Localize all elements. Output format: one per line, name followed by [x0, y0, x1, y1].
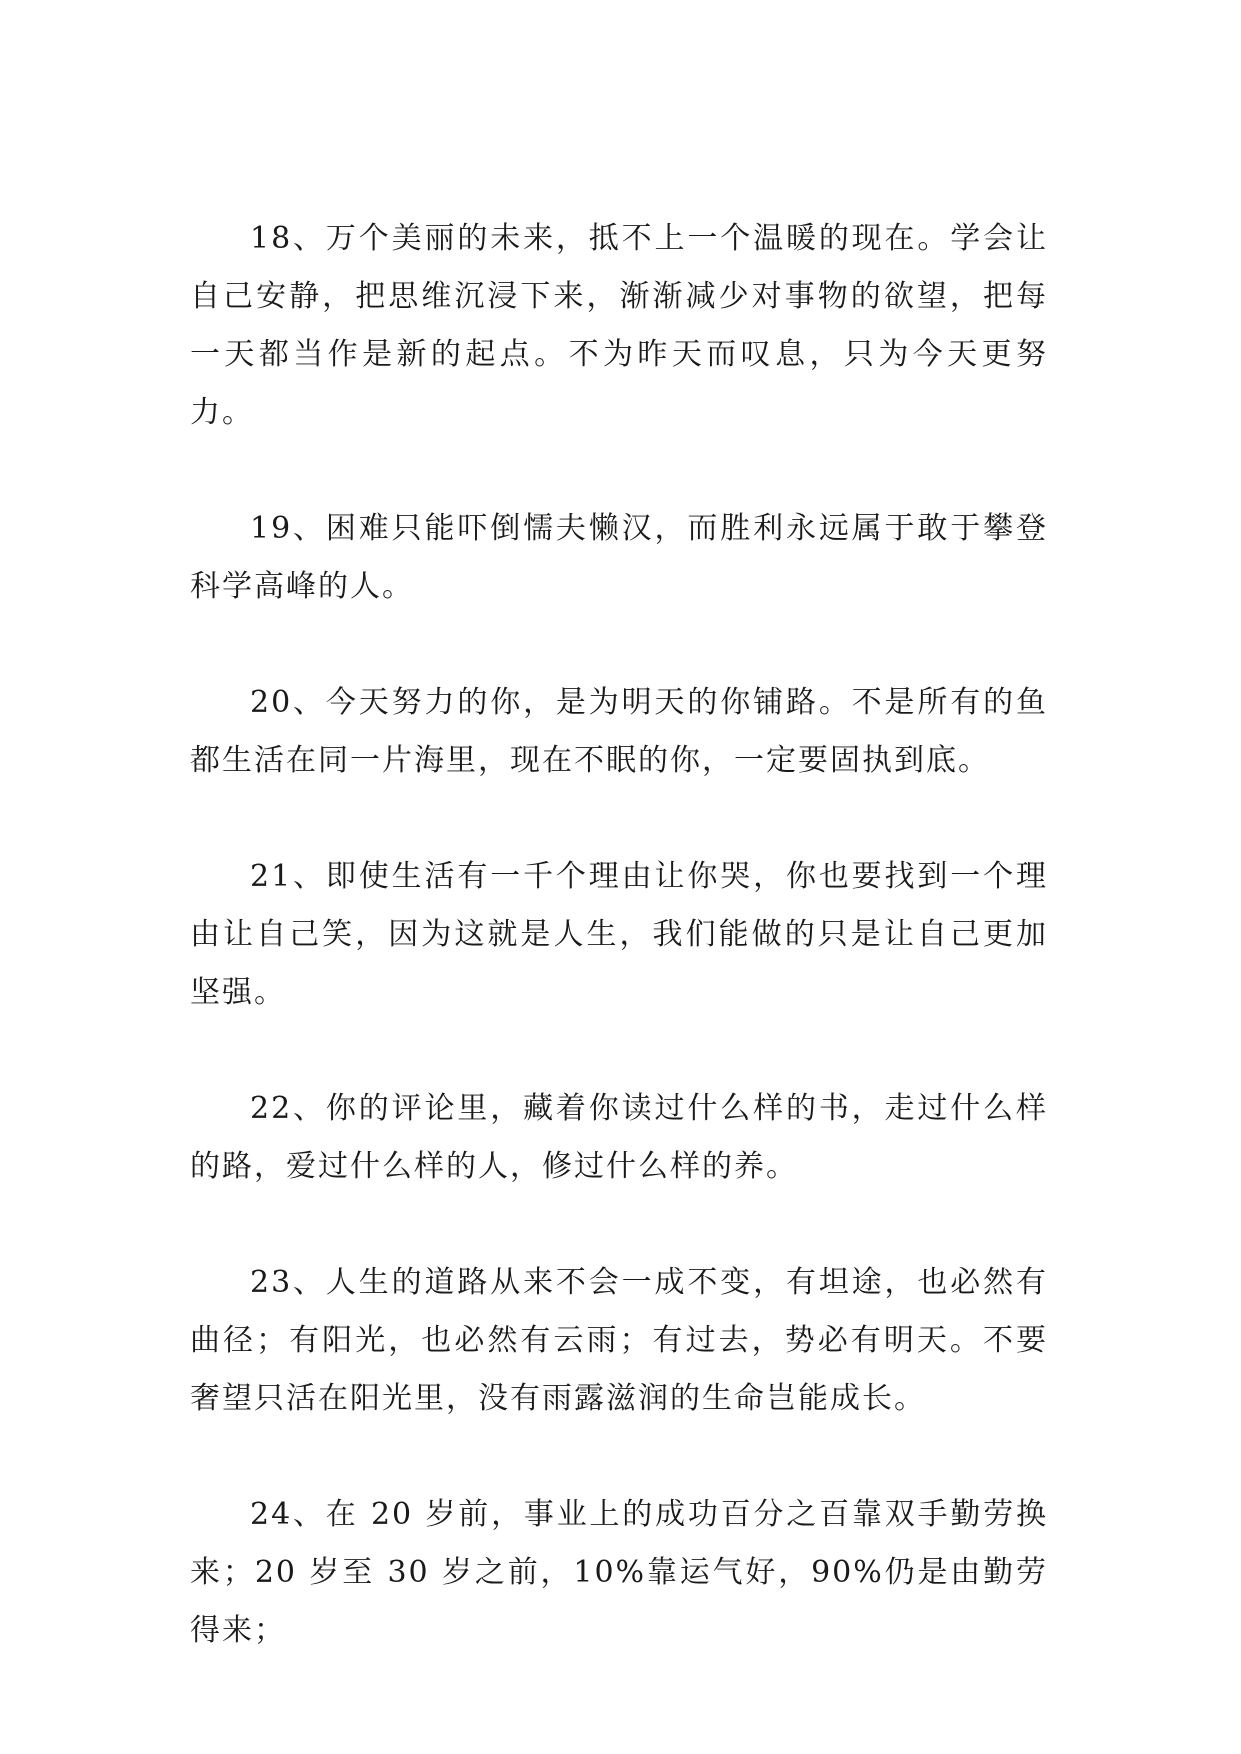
document-body [190, 210, 1048, 1718]
paragraph-22: 22、你的评论里，藏着你读过什么样的书，走过什么样的路，爱过什么样的人，修过什么样的养。 [190, 1091, 1048, 1184]
paragraph-19: 19、困难只能吓倒懦夫懒汉，而胜利永远属于敢于攀登科学高峰的人。 [190, 511, 1048, 604]
paragraph-18: 18、万个美丽的未来，抵不上一个温暖的现在。学会让自己安静，把思维沉浸下来，渐渐减少对事物的欲望，把每一天都当作是新的起点。不为昨天而叹息，只为今天更努力。 [190, 221, 1048, 430]
paragraph-21: 21、即使生活有一千个理由让你哭，你也要找到一个理由让自己笑，因为这就是人生，我们能做的只是让自己更加坚强。 [190, 859, 1048, 1010]
paragraph-24: 24、在 20 岁前，事业上的成功百分之百靠双手勤劳换来；20 岁至 30 岁之前，10%靠运气好，90%仍是由勤劳得来； [190, 1497, 1048, 1648]
paragraph-20: 20、今天努力的你，是为明天的你铺路。不是所有的鱼都生活在同一片海里，现在不眠的你，一定要固执到底。 [190, 685, 1048, 778]
paragraph-23: 23、人生的道路从来不会一成不变，有坦途，也必然有曲径；有阳光，也必然有云雨；有过去，势必有明天。不要奢望只活在阳光里，没有雨露滋润的生命岂能成长。 [190, 1265, 1048, 1416]
